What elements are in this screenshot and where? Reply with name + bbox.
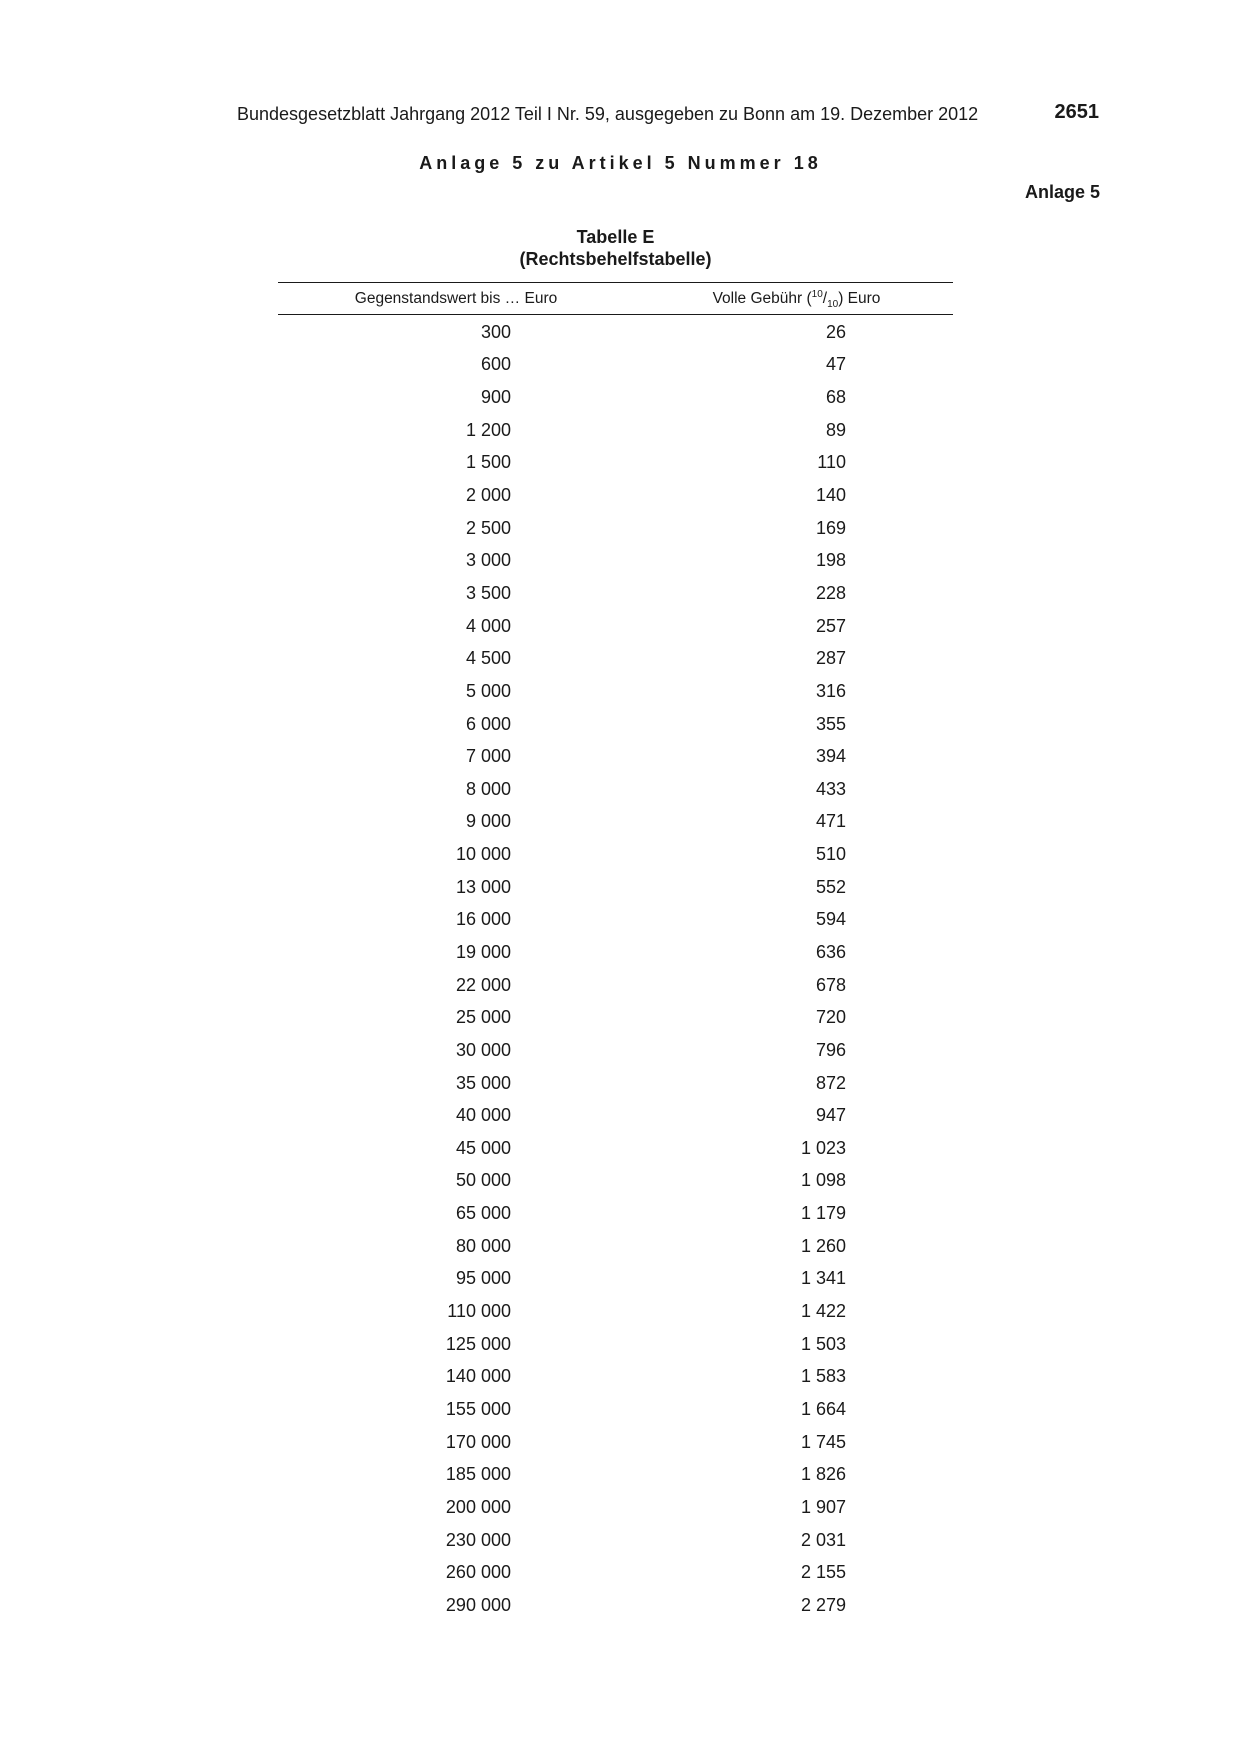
table-row — [278, 740, 953, 773]
cell-value: 290 000 — [445, 1594, 511, 1615]
table-row — [278, 838, 953, 871]
cell-fee: 796 — [815, 1039, 846, 1060]
cell-value: 19 000 — [455, 941, 511, 962]
cell-value: 8 000 — [465, 778, 511, 799]
cell-value: 35 000 — [455, 1072, 511, 1093]
column-header-fee — [678, 290, 953, 308]
cell-value: 230 000 — [445, 1529, 511, 1550]
cell-value: 200 000 — [445, 1496, 511, 1517]
fee-header-slash: / — [822, 289, 828, 307]
table-title: Tabelle E — [576, 227, 655, 247]
cell-value: 80 000 — [455, 1235, 511, 1256]
table-body — [278, 315, 953, 1622]
table-row — [278, 349, 953, 382]
cell-value: 13 000 — [455, 876, 511, 897]
table-title-block — [278, 226, 953, 270]
cell-value: 45 000 — [455, 1137, 511, 1158]
cell-fee: 2 279 — [800, 1594, 846, 1615]
cell-value: 110 000 — [447, 1301, 511, 1322]
cell-fee: 1 098 — [800, 1170, 846, 1191]
cell-value: 2 000 — [465, 485, 511, 506]
table-row — [278, 381, 953, 414]
cell-value: 65 000 — [455, 1203, 511, 1224]
cell-fee: 1 260 — [800, 1235, 846, 1256]
cell-value: 6 000 — [465, 713, 511, 734]
cell-fee: 678 — [815, 974, 846, 995]
table-row — [278, 1328, 953, 1361]
cell-value: 3 000 — [465, 550, 511, 571]
cell-fee: 140 — [815, 485, 846, 506]
cell-fee: 433 — [815, 778, 846, 799]
cell-fee: 355 — [815, 713, 846, 734]
table-row — [278, 512, 953, 545]
table-header-row — [278, 282, 953, 315]
table-subtitle: (Rechtsbehelfstabelle) — [519, 249, 712, 269]
cell-value: 5 000 — [465, 680, 511, 701]
table-row — [278, 316, 953, 349]
cell-fee: 1 422 — [800, 1301, 846, 1322]
table-row — [278, 544, 953, 577]
cell-fee: 947 — [815, 1105, 846, 1126]
cell-value: 2 500 — [465, 517, 511, 538]
cell-value: 10 000 — [455, 844, 511, 865]
fee-table — [278, 282, 953, 1622]
cell-fee: 872 — [815, 1072, 846, 1093]
table-row — [278, 479, 953, 512]
table-row — [278, 1230, 953, 1263]
cell-value: 40 000 — [455, 1105, 511, 1126]
table-row — [278, 1589, 953, 1622]
cell-value: 600 — [480, 354, 511, 375]
cell-fee: 394 — [815, 746, 846, 767]
cell-fee: 257 — [815, 615, 846, 636]
table-row — [278, 1458, 953, 1491]
cell-fee: 228 — [815, 582, 846, 603]
table-row — [278, 577, 953, 610]
cell-value: 22 000 — [455, 974, 511, 995]
cell-value: 125 000 — [445, 1333, 511, 1354]
table-row — [278, 642, 953, 675]
fee-header-denominator: 10 — [827, 298, 839, 310]
annex-label: Anlage 5 — [1024, 182, 1100, 202]
cell-value: 7 000 — [465, 746, 511, 767]
cell-fee: 510 — [815, 844, 846, 865]
cell-value: 25 000 — [455, 1007, 511, 1028]
cell-fee: 198 — [815, 550, 846, 571]
cell-value: 16 000 — [455, 909, 511, 930]
table-row — [278, 1099, 953, 1132]
table-row — [278, 1556, 953, 1589]
table-row — [278, 1132, 953, 1165]
table-row — [278, 1197, 953, 1230]
table-row — [278, 708, 953, 741]
cell-fee: 47 — [825, 354, 846, 375]
table-row — [278, 675, 953, 708]
cell-fee: 1 023 — [800, 1137, 846, 1158]
cell-fee: 287 — [815, 648, 846, 669]
table-row — [278, 1263, 953, 1296]
cell-fee: 68 — [825, 387, 846, 408]
table-row — [278, 1361, 953, 1394]
cell-fee: 1 503 — [800, 1333, 846, 1354]
table-row — [278, 806, 953, 839]
cell-value: 185 000 — [445, 1464, 511, 1485]
cell-value: 140 000 — [445, 1366, 511, 1387]
cell-fee: 316 — [815, 680, 846, 701]
cell-value: 4 500 — [465, 648, 511, 669]
cell-value: 155 000 — [445, 1398, 511, 1419]
cell-value: 1 500 — [465, 452, 511, 473]
cell-value: 3 500 — [465, 582, 511, 603]
cell-fee: 1 341 — [800, 1268, 846, 1289]
cell-fee: 169 — [815, 517, 846, 538]
cell-value: 300 — [480, 321, 511, 342]
fee-header-prefix: Volle Gebühr ( — [712, 289, 812, 307]
cell-value: 1 200 — [465, 419, 511, 440]
cell-fee: 1 826 — [800, 1464, 846, 1485]
cell-fee: 2 031 — [800, 1529, 846, 1550]
cell-fee: 1 179 — [800, 1203, 846, 1224]
fee-header-suffix: ) Euro — [838, 289, 881, 307]
table-row — [278, 904, 953, 937]
table-row — [278, 447, 953, 480]
page-number: 2651 — [1054, 101, 1099, 123]
cell-value: 260 000 — [445, 1562, 511, 1583]
cell-fee: 1 664 — [800, 1398, 846, 1419]
cell-value: 50 000 — [455, 1170, 511, 1191]
cell-fee: 2 155 — [800, 1562, 846, 1583]
cell-fee: 1 907 — [800, 1496, 846, 1517]
cell-value: 30 000 — [455, 1039, 511, 1060]
cell-fee: 594 — [815, 909, 846, 930]
cell-value: 900 — [480, 387, 511, 408]
cell-fee: 1 583 — [800, 1366, 846, 1387]
cell-value: 9 000 — [465, 811, 511, 832]
cell-value: 95 000 — [455, 1268, 511, 1289]
annex-heading: Anlage 5 zu Artikel 5 Nummer 18 — [419, 153, 822, 173]
publication-line: Bundesgesetzblatt Jahrgang 2012 Teil I Nr. 59, ausgegeben zu Bonn am 19. Dezember 2012 — [237, 104, 979, 124]
table-row — [278, 1165, 953, 1198]
fee-header-numerator: 10 — [811, 288, 823, 300]
table-row — [278, 1034, 953, 1067]
cell-fee: 1 745 — [800, 1431, 846, 1452]
cell-fee: 552 — [815, 876, 846, 897]
table-row — [278, 414, 953, 447]
column-header-value: Gegenstandswert bis … Euro — [354, 289, 558, 307]
table-row — [278, 1393, 953, 1426]
table-row — [278, 871, 953, 904]
cell-value: 4 000 — [465, 615, 511, 636]
table-row — [278, 1295, 953, 1328]
table-row — [278, 1524, 953, 1557]
cell-fee: 26 — [825, 321, 846, 342]
cell-fee: 89 — [825, 419, 846, 440]
cell-value: 170 000 — [445, 1431, 511, 1452]
table-row — [278, 1001, 953, 1034]
cell-fee: 720 — [815, 1007, 846, 1028]
cell-fee: 636 — [815, 941, 846, 962]
table-row — [278, 936, 953, 969]
table-row — [278, 1491, 953, 1524]
table-row — [278, 773, 953, 806]
table-row — [278, 1426, 953, 1459]
running-header — [237, 101, 1099, 127]
cell-fee: 471 — [815, 811, 846, 832]
table-row — [278, 969, 953, 1002]
table-row — [278, 610, 953, 643]
table-row — [278, 1067, 953, 1100]
cell-fee: 110 — [817, 452, 846, 473]
